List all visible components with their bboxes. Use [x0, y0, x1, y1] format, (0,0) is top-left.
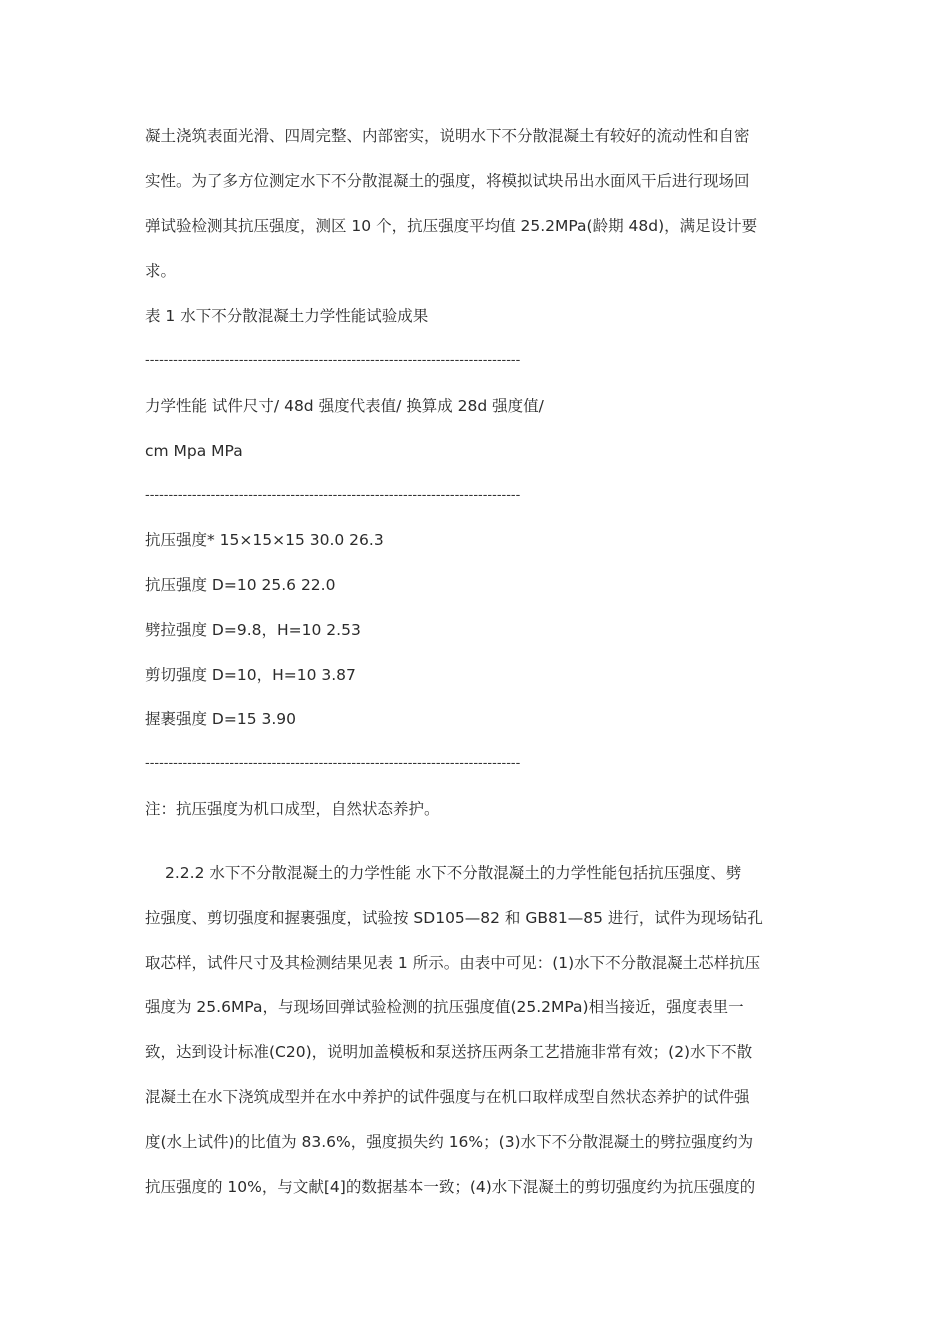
- table-note: 注：抗压强度为机口成型，自然状态养护。: [145, 800, 440, 818]
- table-header-line-1: 力学性能 试件尺寸/ 48d 强度代表值/ 换算成 28d 强度值/: [145, 397, 544, 415]
- paragraph-line: 弹试验检测其抗压强度，测区 10 个，抗压强度平均值 25.2MPa(龄期 48d)，满足设计要: [145, 217, 758, 235]
- table-row: 抗压强度* 15×15×15 30.0 26.3: [145, 531, 384, 549]
- paragraph-line: 强度为 25.6MPa，与现场回弹试验检测的抗压强度值(25.2MPa)相当接近，强度表里一: [145, 998, 744, 1016]
- paragraph-line: 取芯样，试件尺寸及其检测结果见表 1 所示。由表中可见：(1)水下不分散混凝土芯样抗压: [145, 954, 761, 972]
- paragraph-line: 度(水上试件)的比值为 83.6%，强度损失约 16%；(3)水下不分散混凝土的劈拉强度约为: [145, 1133, 754, 1151]
- table-row: 抗压强度 D=10 25.6 22.0: [145, 576, 336, 594]
- table-rule-bottom: --------------------------------------------------------------------------------: [145, 756, 521, 771]
- paragraph-line: 凝土浇筑表面光滑、四周完整、内部密实，说明水下不分散混凝土有较好的流动性和自密: [145, 127, 750, 145]
- table-row: 剪切强度 D=10，H=10 3.87: [145, 666, 356, 684]
- paragraph-line: 混凝土在水下浇筑成型并在水中养护的试件强度与在机口取样成型自然状态养护的试件强: [145, 1088, 750, 1106]
- table-rule-mid: --------------------------------------------------------------------------------: [145, 488, 521, 503]
- paragraph-line: 拉强度、剪切强度和握裹强度，试验按 SD105—82 和 GB81—85 进行，试件为现场钻孔: [145, 909, 763, 927]
- paragraph-line: 求。: [145, 262, 177, 280]
- paragraph-line: 2.2.2 水下不分散混凝土的力学性能 水下不分散混凝土的力学性能包括抗压强度、劈: [165, 864, 742, 882]
- table-row: 握裹强度 D=15 3.90: [145, 710, 297, 728]
- paragraph-line: 实性。为了多方位测定水下不分散混凝土的强度，将模拟试块吊出水面风干后进行现场回: [145, 172, 750, 190]
- paragraph-line: 致，达到设计标准(C20)，说明加盖模板和泵送挤压两条工艺措施非常有效；(2)水下不散: [145, 1043, 753, 1061]
- table-rule-top: --------------------------------------------------------------------------------: [145, 353, 521, 368]
- table-header-line-2: cm Mpa MPa: [145, 442, 243, 460]
- table-caption: 表 1 水下不分散混凝土力学性能试验成果: [145, 307, 429, 325]
- table-row: 劈拉强度 D=9.8，H=10 2.53: [145, 621, 361, 639]
- paragraph-line: 抗压强度的 10%，与文献[4]的数据基本一致；(4)水下混凝土的剪切强度约为抗压强度的: [145, 1178, 756, 1196]
